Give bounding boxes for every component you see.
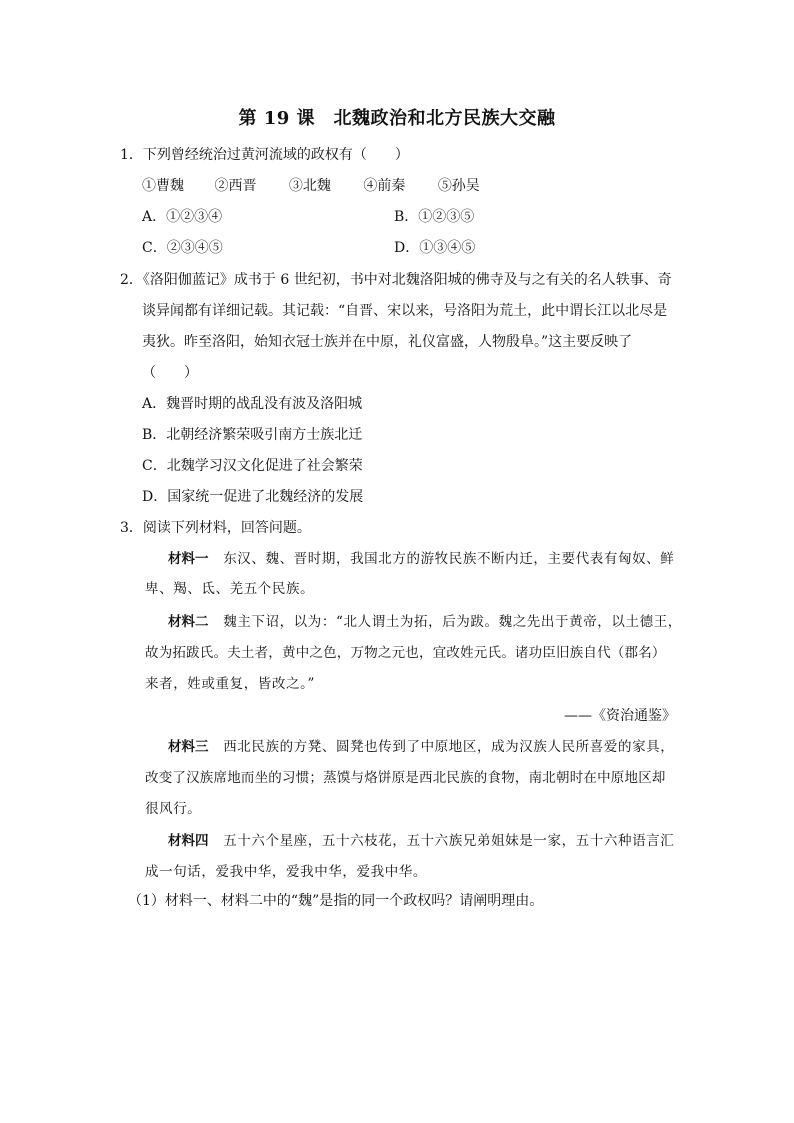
q1-option-a: A．①②③④ [142,209,223,225]
material-1-label: 材料一 [168,551,209,567]
q1-item-1: ①曹魏 [142,178,184,194]
material-3-line-1 [168,737,674,757]
material-2-source: ——《资治通鉴》 [564,708,676,724]
material-1-line-1 [168,549,674,569]
material-4-line-1 [168,831,674,851]
lesson-title: 第 19 课 北魏政治和北方民族大交融 [238,108,556,129]
material-2-text-1: 魏主下诏，以为：“北人谓土为拓，后为跋。魏之先出于黄帝，以土德王， [223,614,682,630]
q3-stem: 3．阅读下列材料，回答问题。 [120,520,311,536]
q2-stem-line-2: 谈异闻都有详细记载。其记载：“自晋、宋以来，号洛阳为荒土，此中谓长江以北尽是 [142,303,668,319]
material-3-text-1: 西北民族的方凳、圆凳也传到了中原地区，成为汉族人民所喜爱的家具， [223,739,675,755]
material-3-line-3: 很风行。 [145,801,202,817]
q3-sub-question-1: （1）材料一、材料二中的“魏”是指的同一个政权吗？请阐明理由。 [128,893,544,909]
q2-stem-line-1: 2．《洛阳伽蓝记》成书于 6 世纪初，书中对北魏洛阳城的佛寺及与之有关的名人轶事、奇 [120,272,672,288]
q1-item-3: ③北魏 [288,178,331,194]
material-3-line-2: 改变了汉族席地而坐的习惯；蒸馍与烙饼原是西北民族的食物，南北朝时在中原地区却 [145,770,666,786]
q2-stem-line-4: （ ） [142,365,198,381]
material-2-line-1 [168,612,682,632]
q1-item-2: ②西晋 [214,178,257,194]
q2-option-a: A．魏晋时期的战乱没有波及洛阳城 [142,396,363,412]
material-4-label: 材料四 [168,833,209,849]
material-3-label: 材料三 [168,739,209,755]
q1-stem: 1．下列曾经统治过黄河流域的政权有（ ） [120,147,409,163]
q1-item-4: ④前秦 [363,178,406,194]
material-1-line-2: 卑、羯、氐、羌五个民族。 [145,581,315,597]
material-1-text-1: 东汉、魏、晋时期，我国北方的游牧民族不断内迁，主要代表有匈奴、鲜 [223,551,675,567]
q1-option-d: D．①③④⑤ [394,240,476,256]
material-4-line-2: 成一句话，爱我中华，爱我中华，爱我中华。 [145,864,427,880]
q1-option-b: B．①②③⑤ [394,209,475,225]
material-2-line-3: 来者，姓或重复，皆改之。” [145,676,315,692]
q1-option-c: C．②③④⑤ [142,240,223,256]
q2-stem-line-3: 夷狄。昨至洛阳，始知衣冠士族并在中原，礼仪富盛，人物殷阜。”这主要反映了 [142,334,633,350]
q1-items [142,176,480,196]
q2-option-b: B．北朝经济繁荣吸引南方士族北迁 [142,427,363,443]
material-2-line-2: 故为拓跋氏。夫土者，黄中之色，万物之元也，宜改姓元氏。诸功臣旧族自代（郡名） [145,645,666,661]
q2-option-d: D．国家统一促进了北魏经济的发展 [142,489,364,505]
material-2-label: 材料二 [168,614,209,630]
q1-item-5: ⑤孙吴 [437,178,480,194]
q2-option-c: C．北魏学习汉文化促进了社会繁荣 [142,458,363,474]
material-4-text-1: 五十六个星座，五十六枝花，五十六族兄弟姐妹是一家，五十六种语言汇 [223,833,675,849]
